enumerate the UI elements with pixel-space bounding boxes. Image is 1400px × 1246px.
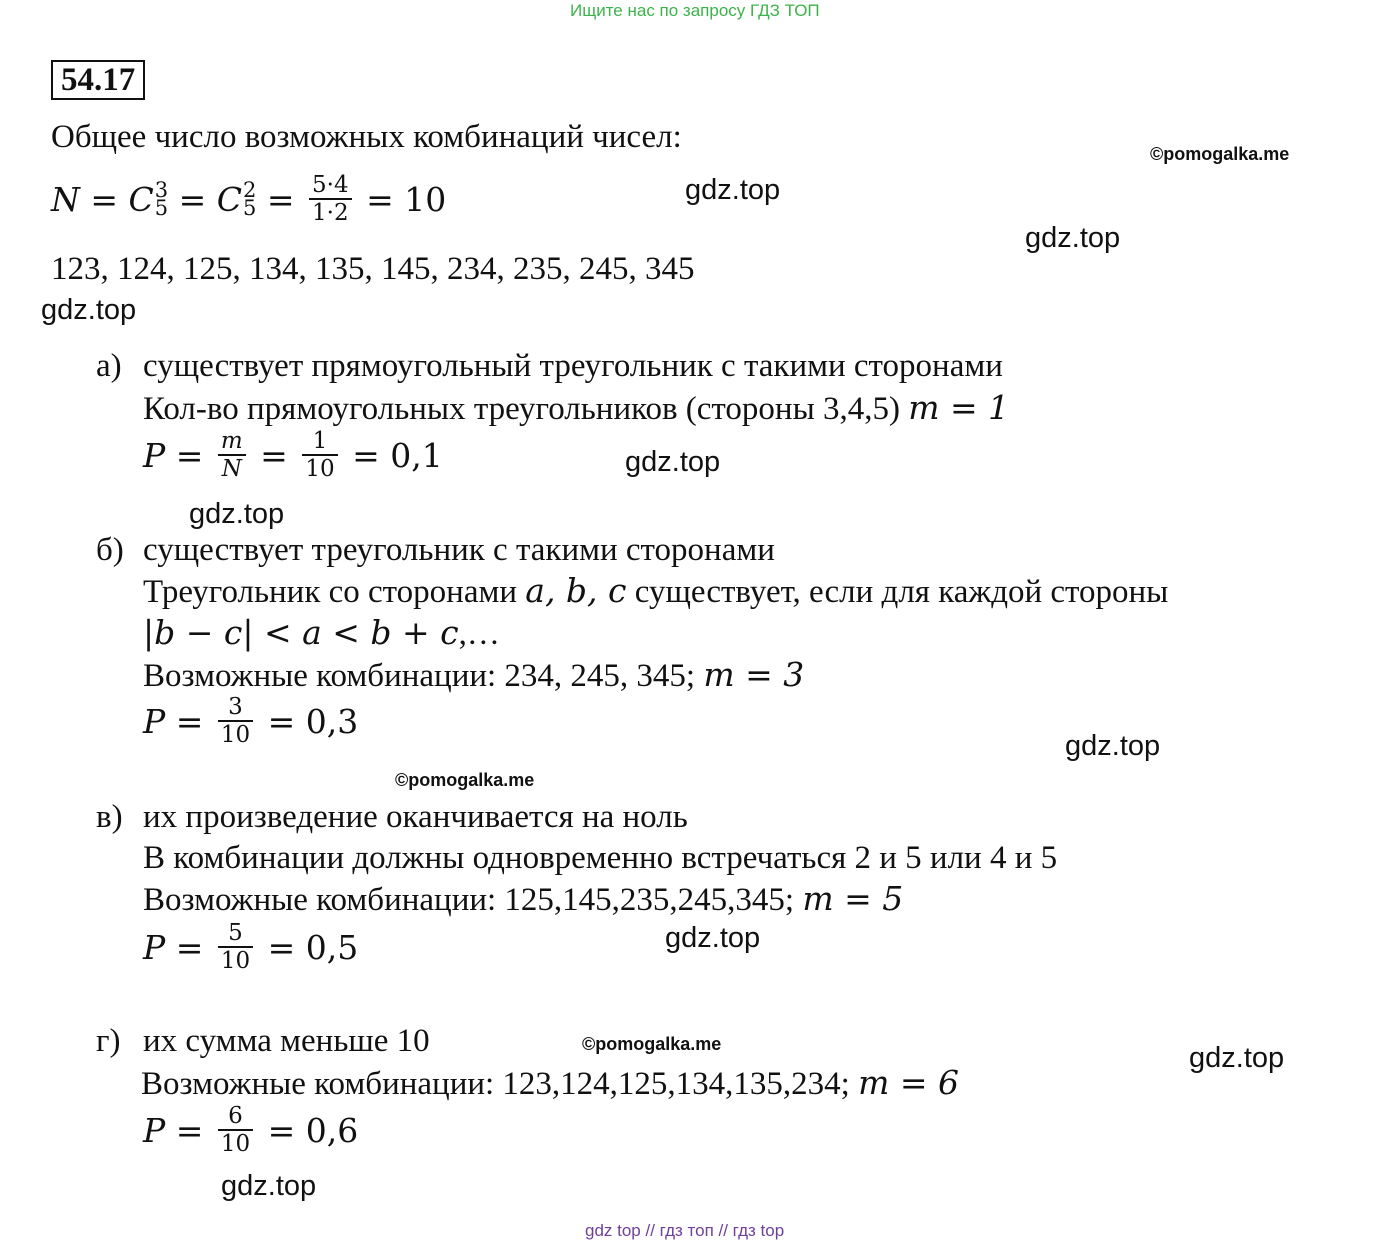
part-b-line1: Треугольник со сторонами a, b, c существует, если для каждой стороны bbox=[143, 571, 1169, 610]
part-a-title: существует прямоугольный треугольник с такими сторонами bbox=[143, 348, 1003, 384]
formula-c1-sup: 3 bbox=[154, 178, 169, 202]
gdz-watermark: gdz.top bbox=[41, 294, 137, 326]
part-a-fraction-1: $\frac{m}{N}$ bbox=[218, 428, 246, 482]
pomogalka-watermark: ©pomogalka.me bbox=[1150, 144, 1290, 164]
pomogalka-watermark: ©pomogalka.me bbox=[395, 770, 535, 790]
formula-c2: C bbox=[216, 179, 243, 219]
part-v-probability: P = $\frac{5}{10}$ = 0,5 bbox=[143, 920, 359, 974]
gdz-watermark: gdz.top bbox=[625, 446, 721, 478]
part-v-line1: В комбинации должны одновременно встречаться 2 и 5 или 4 и 5 bbox=[143, 840, 1058, 876]
formula-n: N bbox=[51, 179, 80, 219]
part-g-label: г) bbox=[96, 1023, 121, 1059]
part-v-label: в) bbox=[96, 799, 123, 835]
part-b-result: 0,3 bbox=[305, 701, 359, 741]
formula-c1-sub: 5 bbox=[154, 196, 169, 220]
part-b-fraction: $\frac{3}{10}$ bbox=[218, 694, 253, 748]
formula-result: 10 bbox=[404, 179, 447, 219]
part-v-m: m = 5 bbox=[802, 879, 904, 918]
part-g-title: их сумма меньше 10 bbox=[143, 1023, 430, 1059]
top-watermark: Ищите нас по запросу ГДЗ ТОП bbox=[570, 1, 820, 20]
combinations-formula: N = C 3 5 = C 2 5 = $\frac{5\cdot 4}{1\cdot 2}$ = 10 bbox=[51, 172, 447, 226]
formula-fraction: $\frac{5\cdot 4}{1\cdot 2}$ bbox=[309, 172, 352, 226]
gdz-watermark: gdz.top bbox=[1189, 1042, 1285, 1074]
formula-c2-sup: 2 bbox=[243, 178, 257, 202]
part-v-fraction: $\frac{5}{10}$ bbox=[218, 920, 253, 974]
part-v-result: 0,5 bbox=[305, 927, 359, 967]
bottom-watermark: gdz top // гдз топ // гдз top bbox=[585, 1221, 785, 1240]
gdz-watermark: gdz.top bbox=[685, 174, 781, 206]
part-b-probability: P = $\frac{3}{10}$ = 0,3 bbox=[143, 694, 359, 748]
pomogalka-watermark: ©pomogalka.me bbox=[582, 1034, 722, 1054]
gdz-watermark: gdz.top bbox=[665, 922, 761, 954]
part-b-title: существует треугольник с такими сторонами bbox=[143, 532, 775, 568]
part-b-inequality: |b − c| < a < b + c,… bbox=[143, 613, 500, 652]
formula-c1: C bbox=[128, 179, 154, 219]
part-a-label: а) bbox=[96, 348, 122, 384]
part-b-combos: Возможные комбинации: 234, 245, 345; m = 3 bbox=[143, 655, 805, 694]
gdz-watermark: gdz.top bbox=[221, 1170, 317, 1202]
part-a-fraction-2: $\frac{1}{10}$ bbox=[302, 428, 337, 482]
part-g-probability: P = $\frac{6}{10}$ = 0,6 bbox=[143, 1103, 359, 1157]
part-g-fraction: $\frac{6}{10}$ bbox=[218, 1103, 253, 1157]
gdz-watermark: gdz.top bbox=[1025, 222, 1121, 254]
part-a-probability: P = $\frac{m}{N}$ = $\frac{1}{10}$ = 0,1 bbox=[143, 428, 443, 482]
part-a-m: m = 1 bbox=[908, 388, 1010, 427]
part-g-result: 0,6 bbox=[305, 1110, 359, 1150]
problem-number: 54.17 bbox=[51, 60, 145, 100]
part-b-vars: a, b, c bbox=[525, 571, 627, 610]
part-v-title: их произведение оканчивается на ноль bbox=[143, 799, 688, 835]
formula-c2-sub: 5 bbox=[243, 196, 257, 220]
gdz-watermark: gdz.top bbox=[1065, 730, 1161, 762]
gdz-watermark: gdz.top bbox=[189, 498, 285, 530]
part-g-m: m = 6 bbox=[858, 1063, 960, 1102]
intro-text: Общее число возможных комбинаций чисел: bbox=[51, 119, 682, 155]
part-v-combos: Возможные комбинации: 125,145,235,245,345; m = 5 bbox=[143, 879, 904, 918]
part-a-result: 0,1 bbox=[390, 435, 443, 475]
combinations-list: 123, 124, 125, 134, 135, 145, 234, 235, 245, 345 bbox=[51, 251, 695, 287]
part-a-line1: Кол-во прямоугольных треугольников (стороны 3,4,5) m = 1 bbox=[143, 388, 1010, 427]
part-b-label: б) bbox=[96, 532, 124, 568]
part-b-m: m = 3 bbox=[703, 655, 805, 694]
part-g-combos: Возможные комбинации: 123,124,125,134,135,234; m = 6 bbox=[141, 1063, 960, 1102]
